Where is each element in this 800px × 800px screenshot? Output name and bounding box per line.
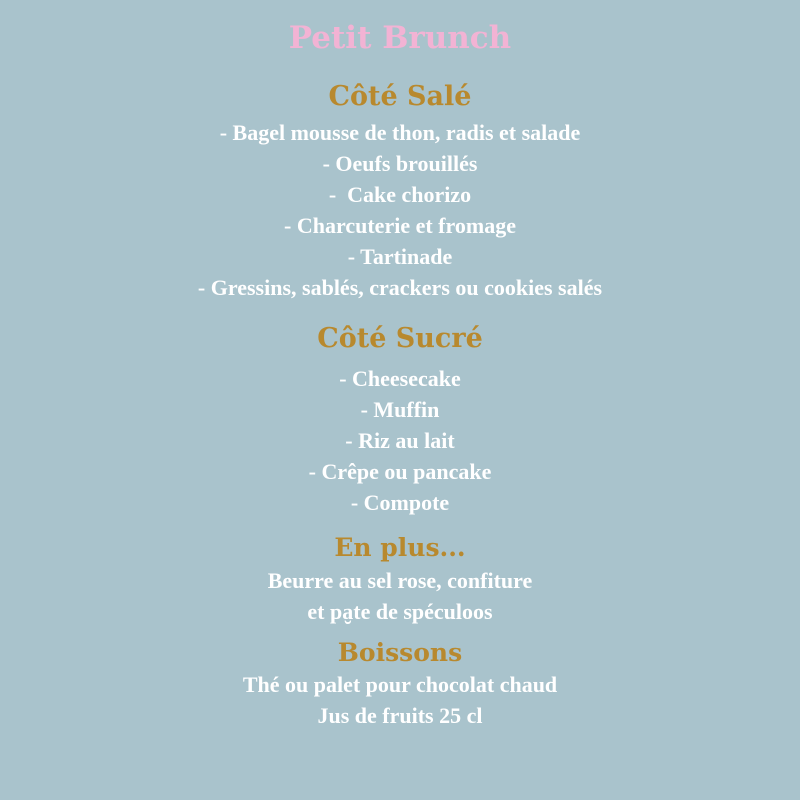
menu-item: - Cheesecake [339,366,461,391]
menu-item: Thé ou palet pour chocolat chaud [242,672,558,697]
menu-item: - Cake chorizo [328,182,472,207]
item-list [0,117,800,303]
section-en-plus [0,532,800,627]
section-cote-sale [0,80,800,303]
section-cote-sucre [0,322,800,518]
section-boissons [0,637,800,731]
menu-item: Jus de fruits 25 cl [317,703,483,728]
menu-item: - Gressins, sablés, crackers ou cookies salés [197,275,603,300]
item-list [0,669,800,731]
menu-item: et pa̮te de spéculoos [307,599,493,624]
menu-item: - Oeufs brouillés [322,151,478,176]
section-heading: En plus... [334,533,466,562]
item-list [0,565,800,627]
section-heading: Côté Salé [328,81,472,112]
menu-item: - Tartinade [347,244,453,269]
menu-item: - Charcuterie et fromage [284,213,516,238]
menu-item: - Crêpe ou pancake [308,459,492,484]
section-heading: Boissons [337,638,463,667]
menu-title: Petit Brunch [288,20,512,56]
menu-item: Beurre au sel rose, confiture [267,568,533,593]
menu-item: - Bagel mousse de thon, radis et salade [219,120,581,145]
menu-item: - Compote [350,490,450,515]
menu-item: - Muffin [360,397,440,422]
menu-item: - Riz au lait [345,428,455,453]
section-heading: Côté Sucré [317,323,483,354]
item-list [0,363,800,518]
